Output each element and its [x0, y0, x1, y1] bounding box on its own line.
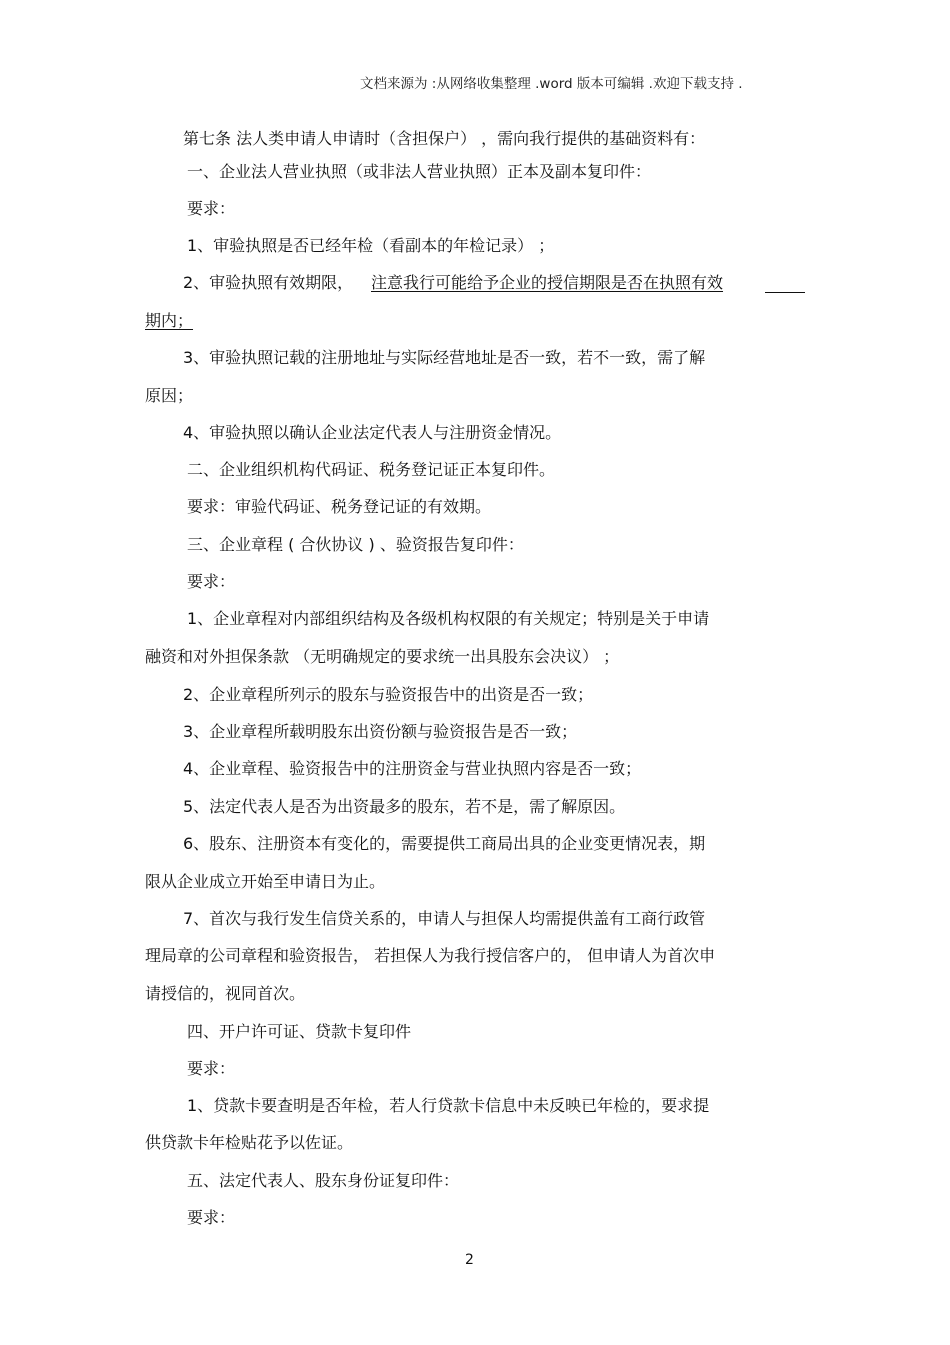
section-heading: 三、企业章程 ( 合伙协议 ) 、验资报告复印件：	[187, 535, 524, 554]
requirement-label: 要求：	[187, 199, 236, 218]
requirement-label: 要求：	[187, 1208, 236, 1227]
page-header: 文档来源为 :从网络收集整理 .word 版本可编辑 .欢迎下载支持 .	[360, 76, 743, 92]
requirement-item: 7、首次与我行发生信贷关系的，申请人与担保人均需提供盖有工商行政管	[183, 909, 706, 928]
requirement-label: 要求：	[187, 572, 236, 591]
requirement-item-continued: 理局章的公司章程和验资报告， 若担保人为我行授信客户的， 但申请人为首次申	[145, 946, 716, 965]
requirement-item: 3、企业章程所载明股东出资份额与验资报告是否一致；	[183, 722, 578, 741]
requirement-item-continued: 供贷款卡年检贴花予以佐证。	[145, 1133, 354, 1152]
section-heading: 四、开户许可证、贷款卡复印件	[187, 1022, 412, 1041]
requirement-item: 4、审验执照以确认企业法定代表人与注册资金情况。	[183, 423, 562, 442]
requirement-item: 2、企业章程所列示的股东与验资报告中的出资是否一致；	[183, 685, 594, 704]
underlined-text: 注意我行可能给予企业的授信期限是否在执照有效	[371, 273, 724, 292]
underline-rule	[765, 292, 805, 293]
requirement-item: 1、贷款卡要查明是否年检，若人行贷款卡信息中未反映已年检的，要求提	[187, 1096, 710, 1115]
requirement-item: 2、审验执照有效期限，	[183, 273, 354, 292]
requirement-item-continued: 限从企业成立开始至申请日为止。	[145, 872, 386, 891]
section-heading: 一、企业法人营业执照（或非法人营业执照）正本及副本复印件：	[187, 162, 652, 181]
requirement-item-continued: 原因；	[145, 386, 194, 405]
section-heading: 五、法定代表人、股东身份证复印件：	[187, 1171, 460, 1190]
requirement-item: 1、审验执照是否已经年检（看副本的年检记录） ；	[187, 236, 555, 255]
requirement-item: 1、企业章程对内部组织结构及各级机构权限的有关规定；特别是关于申请	[187, 609, 710, 628]
page-number: 2	[465, 1252, 474, 1268]
requirement-item: 6、股东、注册资本有变化的，需要提供工商局出具的企业变更情况表，期	[183, 834, 706, 853]
underlined-text: 期内；	[145, 311, 194, 330]
article-heading: 第七条 法人类申请人申请时（含担保户） ，需向我行提供的基础资料有：	[183, 129, 706, 148]
requirement-label: 要求：	[187, 1059, 236, 1078]
section-heading: 二、企业组织机构代码证、税务登记证正本复印件。	[187, 460, 556, 479]
requirement-item-continued: 融资和对外担保条款 （无明确规定的要求统一出具股东会决议） ；	[145, 647, 620, 666]
requirement-item: 4、企业章程、验资报告中的注册资金与营业执照内容是否一致；	[183, 759, 642, 778]
requirement-item-continued: 请授信的，视同首次。	[145, 984, 306, 1003]
requirement-label: 要求：审验代码证、税务登记证的有效期。	[187, 497, 492, 516]
requirement-item: 5、法定代表人是否为出资最多的股东，若不是，需了解原因。	[183, 797, 626, 816]
requirement-item: 3、审验执照记载的注册地址与实际经营地址是否一致，若不一致，需了解	[183, 348, 706, 367]
